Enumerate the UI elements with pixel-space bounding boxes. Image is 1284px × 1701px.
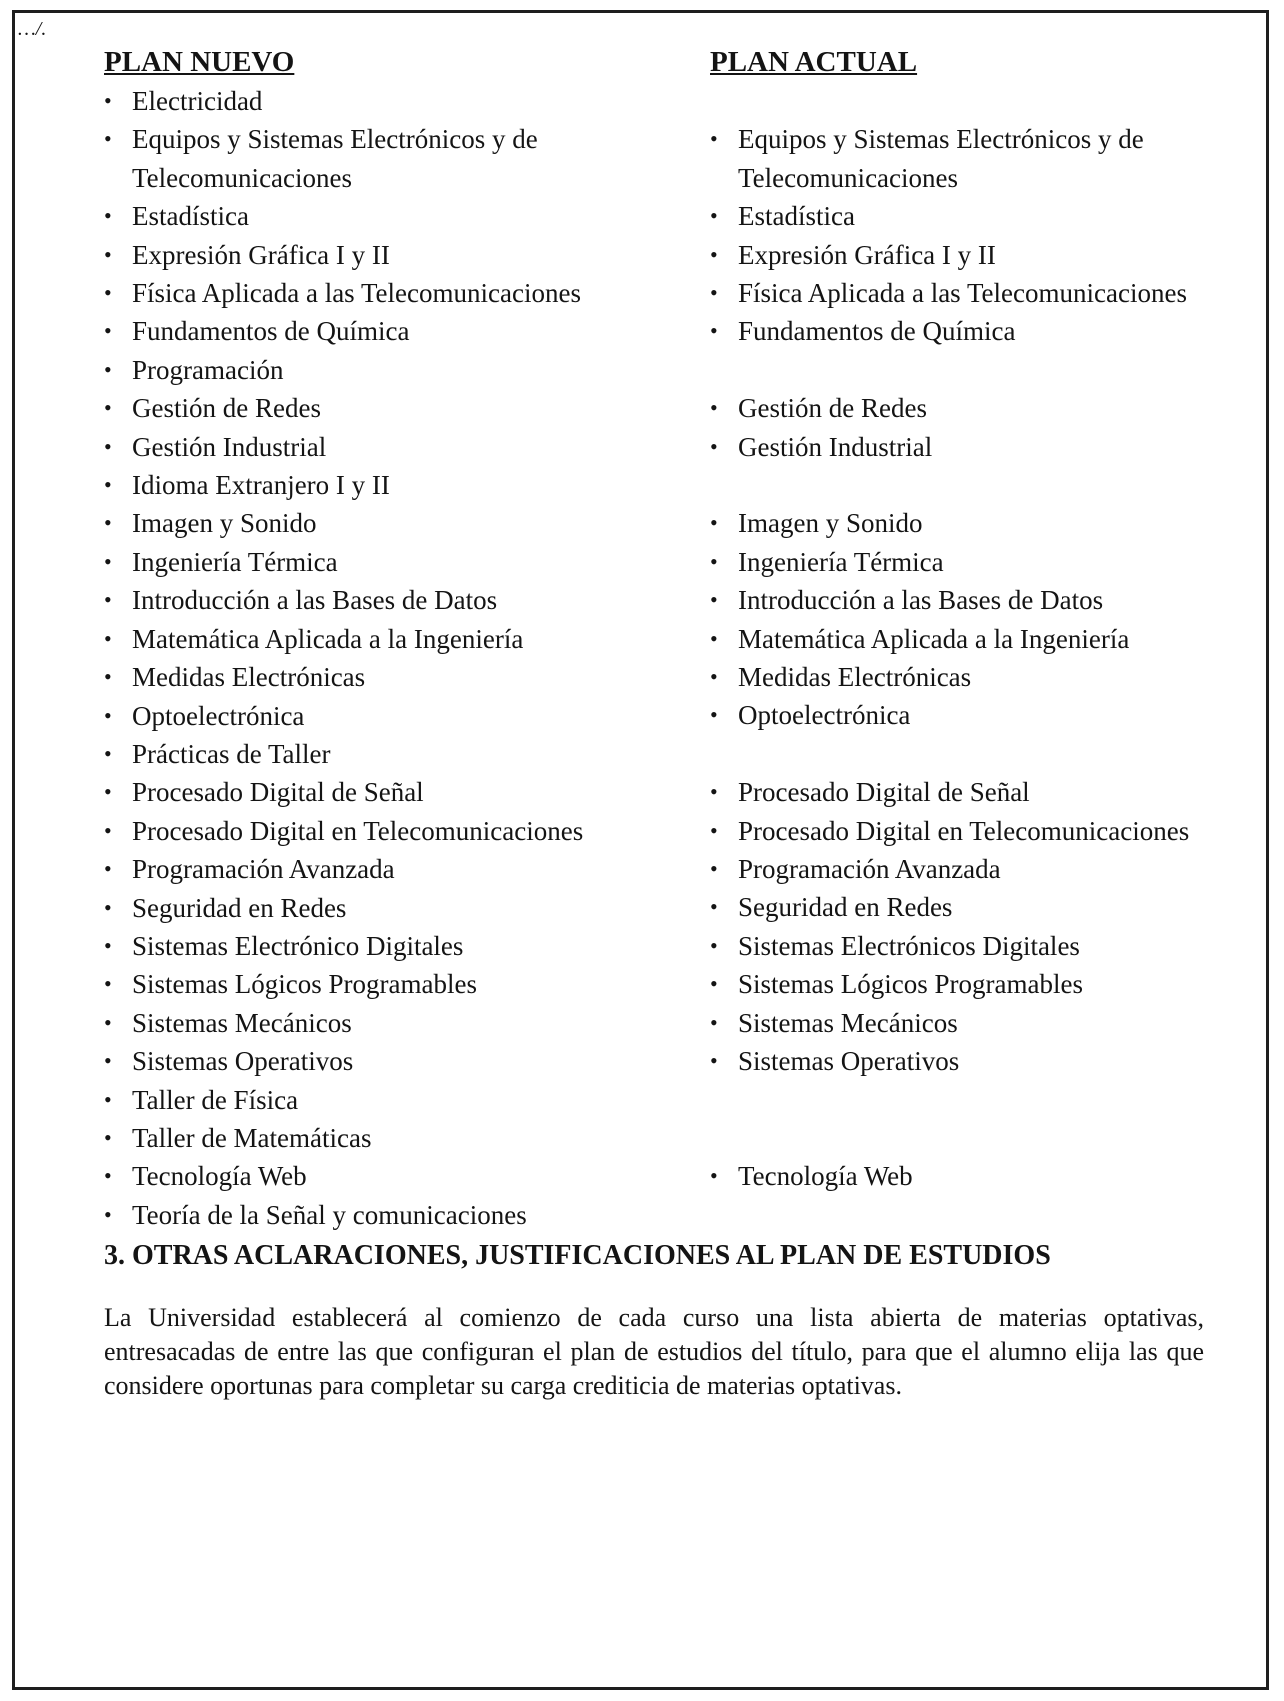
list-item: • Introducción a las Bases de Datos	[104, 581, 664, 619]
list-item: • Sistemas Lógicos Programables	[104, 965, 664, 1003]
gap	[710, 82, 1270, 120]
list-item: • Prácticas de Taller	[104, 735, 664, 773]
list-item: • Gestión de Redes	[104, 389, 664, 427]
list-item: • Optoelectrónica	[104, 697, 664, 735]
list-item: • Sistemas Electrónico Digitales	[104, 927, 664, 965]
list-item: • Expresión Gráfica I y II	[104, 236, 664, 274]
list-item: • Matemática Aplicada a la Ingeniería	[104, 620, 664, 658]
list-item: • Procesado Digital de Señal	[710, 773, 1270, 811]
list-item: • Equipos y Sistemas Electrónicos y de Telecomunicaciones	[104, 120, 664, 197]
list-item: • Estadística	[104, 197, 664, 235]
list-item: • Sistemas Operativos	[104, 1042, 664, 1080]
section-body: La Universidad establecerá al comienzo de cada curso una lista abierta de materias optativas, entresacadas de entre las que configuran el plan de estudios del título, para que el alumno elija las que considere oportunas para completar su carga crediticia de materias optativas.	[104, 1303, 1204, 1400]
list-item: • Sistemas Mecánicos	[104, 1004, 664, 1042]
list-item: • Optoelectrónica	[710, 696, 1270, 734]
list-item: • Programación Avanzada	[104, 850, 664, 888]
list-item: • Fundamentos de Química	[104, 312, 664, 350]
list-item: • Sistemas Lógicos Programables	[710, 965, 1270, 1003]
list-item: • Ingeniería Térmica	[104, 543, 664, 581]
list-item: • Seguridad en Redes	[104, 889, 664, 927]
list-item: • Medidas Electrónicas	[104, 658, 664, 696]
list-item: • Idioma Extranjero I y II	[104, 466, 664, 504]
list-item: • Teoría de la Señal y comunicaciones	[104, 1196, 664, 1234]
plan-actual-column	[710, 44, 1270, 1196]
list-item: • Introducción a las Bases de Datos	[710, 581, 1270, 619]
list-item: • Equipos y Sistemas Electrónicos y de Telecomunicaciones	[710, 120, 1270, 197]
list-item: • Fundamentos de Química	[710, 312, 1270, 350]
list-item: • Sistemas Operativos	[710, 1042, 1270, 1080]
list-item: • Matemática Aplicada a la Ingeniería	[710, 620, 1270, 658]
list-item: • Física Aplicada a las Telecomunicaciones	[104, 274, 664, 312]
plan-nuevo-list	[104, 82, 664, 1234]
list-item: • Medidas Electrónicas	[710, 658, 1270, 696]
list-item: • Tecnología Web	[710, 1157, 1270, 1195]
list-item: • Imagen y Sonido	[710, 504, 1270, 542]
list-item: • Procesado Digital de Señal	[104, 773, 664, 811]
list-item: • Programación	[104, 351, 664, 389]
continuation-mark: …/.	[18, 18, 47, 40]
section-title: 3. OTRAS ACLARACIONES, JUSTIFICACIONES AL PLAN DE ESTUDIOS	[104, 1240, 1051, 1271]
list-item: • Sistemas Mecánicos	[710, 1004, 1270, 1042]
list-item: • Sistemas Electrónicos Digitales	[710, 927, 1270, 965]
list-item: • Gestión Industrial	[104, 428, 664, 466]
list-item: • Taller de Física	[104, 1081, 664, 1119]
list-item: • Expresión Gráfica I y II	[710, 236, 1270, 274]
list-item: • Imagen y Sonido	[104, 504, 664, 542]
list-item: • Seguridad en Redes	[710, 888, 1270, 926]
list-item: • Procesado Digital en Telecomunicaciones	[710, 812, 1270, 850]
gap	[710, 351, 1270, 389]
plan-actual-heading: PLAN ACTUAL	[710, 46, 918, 78]
list-item: • Programación Avanzada	[710, 850, 1270, 888]
plan-nuevo-heading: PLAN NUEVO	[104, 46, 295, 78]
list-item: • Gestión de Redes	[710, 389, 1270, 427]
list-item: • Física Aplicada a las Telecomunicaciones	[710, 274, 1270, 312]
gap	[710, 1081, 1270, 1158]
gap	[710, 735, 1270, 773]
list-item: • Estadística	[710, 197, 1270, 235]
list-item: • Gestión Industrial	[710, 428, 1270, 466]
plan-actual-list	[710, 120, 1270, 1195]
list-item: • Procesado Digital en Telecomunicaciones	[104, 812, 664, 850]
plan-nuevo-column	[104, 44, 664, 1234]
list-item: • Electricidad	[104, 82, 664, 120]
list-item: • Tecnología Web	[104, 1157, 664, 1195]
list-item: • Taller de Matemáticas	[104, 1119, 664, 1157]
gap	[710, 466, 1270, 504]
list-item: • Ingeniería Térmica	[710, 543, 1270, 581]
